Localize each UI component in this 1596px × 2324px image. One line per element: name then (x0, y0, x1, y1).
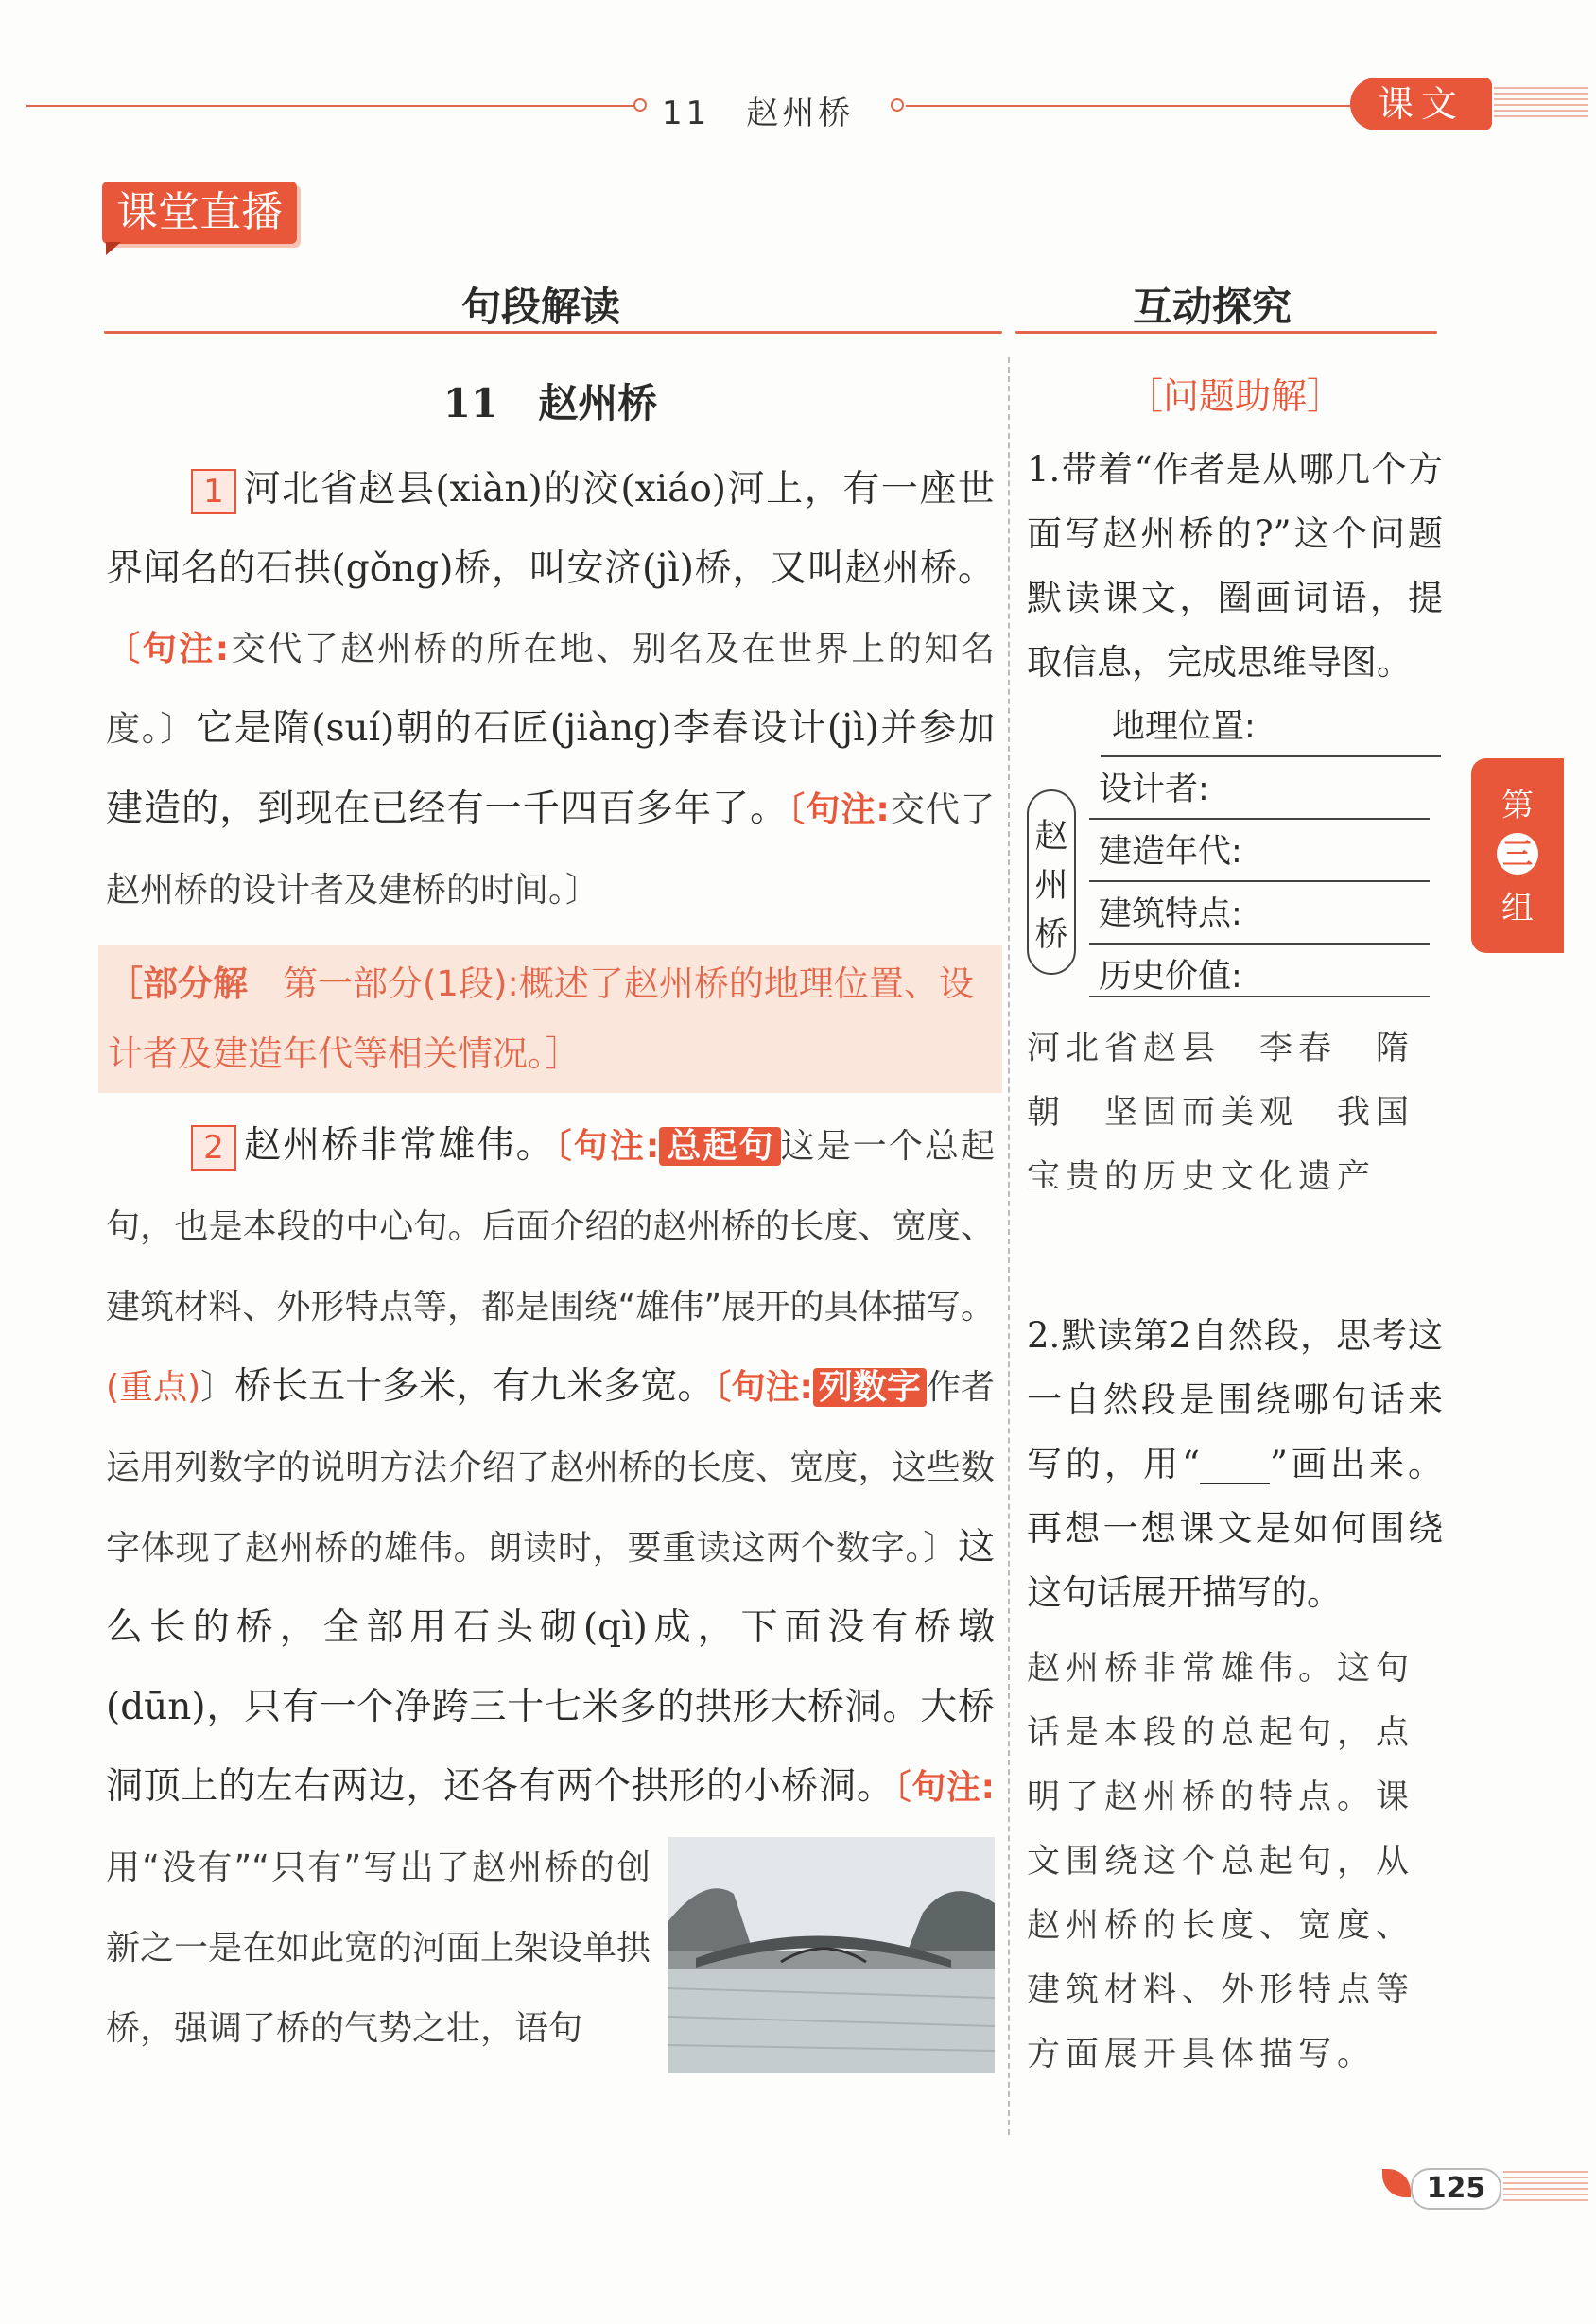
mind-map-center-text: 赵州桥 (1034, 818, 1068, 954)
header-rule-left (26, 105, 643, 107)
note-label: 〔句注: (106, 630, 230, 668)
header-dot (633, 98, 647, 112)
mind-map-item: 历史价值: (1099, 958, 1242, 996)
mind-map-line (1089, 996, 1430, 997)
right-column (1027, 359, 1443, 2087)
key-point-mark: (重点) (106, 1368, 201, 1407)
header-dot (891, 98, 904, 112)
lesson-title: 11 赵州桥 (442, 380, 658, 426)
answer-2: 赵州桥非常雄伟。这句话是本段的总起句，点明了赵州桥的特点。课文围绕这个总起句，从赵州桥的长度、宽度、建筑材料、外形特点等方面展开具体描写。 (1027, 1650, 1415, 2073)
header-lesson: 11 赵州桥 (662, 95, 855, 132)
mind-map-center (1027, 789, 1076, 975)
section-badge: 课堂直播 (102, 182, 297, 244)
paragraph-1 (106, 450, 995, 930)
part-label: ［部分解 (108, 963, 248, 1004)
column-divider (1008, 357, 1010, 2135)
note-label: 〔句注: (554, 1127, 660, 1166)
note-label: 〔句注: (714, 1368, 813, 1407)
mind-map-item: 建造年代: (1099, 833, 1242, 871)
column-header-right: 互动探究 (1133, 284, 1292, 330)
part-summary (98, 945, 1002, 1093)
leaf-icon (1382, 2169, 1411, 2197)
text: 它是隋(suí)朝的石匠(jiàng)李春设计(jì)并参加建造的，到现在已经有一千四百多年了。 (106, 707, 995, 830)
mind-map-line (1089, 880, 1430, 882)
note-text: 这是一个总起句，也是本段的中心句。后面介绍的赵州桥的长度、宽度、建筑材料、外形特点等，都是围绕“雄伟”展开的具体描写。 (106, 1127, 995, 1327)
mind-map-item: 设计者: (1099, 771, 1209, 808)
note-chip: 总起句 (659, 1127, 780, 1166)
badge-tail (106, 242, 121, 255)
note-label: 〔句注: (788, 790, 890, 829)
part-text: 第一部分(1段):概述了赵州桥的地理位置、设计者及建造年代等相关情况。］ (108, 963, 974, 1074)
note-text: 交代了赵州桥的设计者及建桥的时间。〕 (106, 790, 995, 910)
text: 桥长五十多米，有九米多宽。 (234, 1365, 715, 1408)
bridge-photo (668, 1837, 995, 2073)
section-tag-kewen: 课文 (1350, 78, 1492, 130)
column-rule-left (104, 331, 1002, 334)
question-1: 1.带着“作者是从哪几个方面写赵州桥的?”这个问题默读课文，圈画词语，提取信息，完成思维导图。 (1027, 449, 1443, 683)
question-2: 2.默读第2自然段，思考这一自然段是围绕哪句话来写的，用“____”画出来。再想一想课文是如何围绕这句话展开描写的。 (1027, 1315, 1443, 1613)
side-tab-text: 组 (1501, 890, 1534, 928)
note-text: 作者运用列数字的说明方法介绍了赵州桥的长度、宽度，这些数字体现了赵州桥的雄伟。朗读时，要重读这两个数字。〕 (106, 1368, 995, 1568)
mind-map-line (1089, 943, 1430, 945)
unit-side-tab (1471, 758, 1564, 953)
paragraph-2 (106, 1106, 995, 2069)
paragraph-number: 1 (191, 469, 236, 514)
question-help-heading: ［问题助解］ (1126, 375, 1343, 417)
side-tab-number: 三 (1497, 833, 1538, 875)
mind-map (1027, 695, 1443, 997)
mind-map-line (1089, 818, 1430, 820)
note-chip: 列数字 (813, 1368, 927, 1407)
footer-stripes (1503, 2171, 1588, 2205)
side-tab-text: 第 (1501, 787, 1534, 824)
left-column (106, 359, 995, 2079)
text: 这么长的桥，全部用石头砌(qì)成，下面没有桥墩(dūn)，只有一个净跨三十七米多的拱形大桥洞。大桥洞顶上的左右两边，还各有两个拱形的小桥洞。 (106, 1526, 995, 1808)
page-number: 125 (1411, 2168, 1501, 2210)
note-label: 〔句注: (893, 1768, 995, 1807)
note-text: 交代了赵州桥的所在地、别名及在世界上的知名度。〕 (106, 630, 995, 749)
header-stripes (1494, 87, 1588, 121)
text: 赵州桥非常雄伟。 (242, 1124, 555, 1167)
column-rule-right (1015, 331, 1437, 334)
column-header-left: 句段解读 (461, 284, 621, 330)
answer-1: 河北省赵县 李春 隋朝 坚固而美观 我国宝贵的历史文化遗产 (1027, 1030, 1415, 1196)
mind-map-line (1101, 755, 1441, 757)
mind-map-item: 地理位置: (1112, 708, 1256, 746)
mind-map-item: 建筑特点: (1099, 895, 1242, 933)
paragraph-number: 2 (191, 1125, 236, 1171)
header-rule-right (906, 105, 1354, 107)
note-text: 用“没有”“只有”写出了赵州桥的创新之一是在如此宽的河面上架设单拱桥，强调了桥的气势之壮，语句 (106, 1848, 651, 2048)
note-end: 〕 (200, 1368, 235, 1407)
text: 河北省赵县(xiàn)的洨(xiáo)河上，有一座世界闻名的石拱(gǒng)桥，叫安济(jì)桥，又叫赵州桥。 (106, 468, 995, 590)
